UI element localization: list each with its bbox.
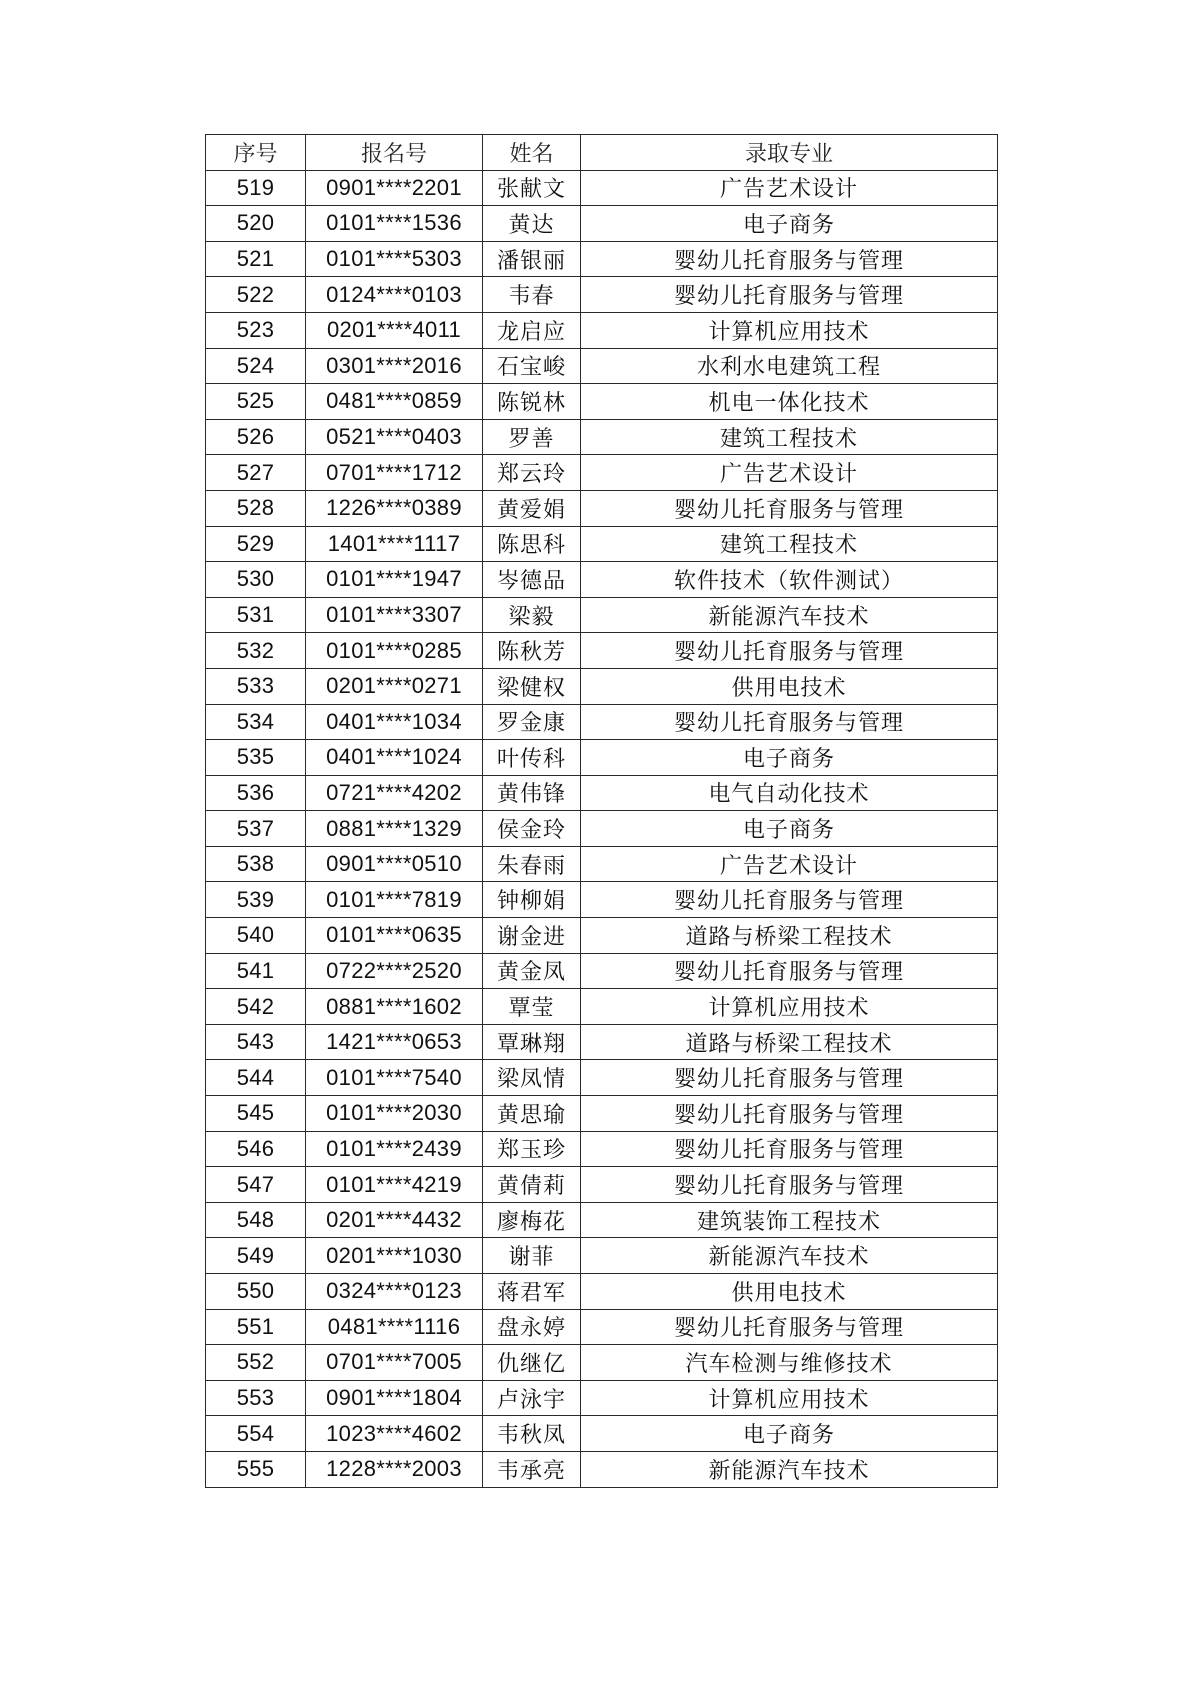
cell-seq: 532 xyxy=(206,633,306,669)
cell-name: 石宝峻 xyxy=(483,348,581,384)
cell-name: 仇继亿 xyxy=(483,1345,581,1381)
cell-admitted-major: 婴幼儿托育服务与管理 xyxy=(581,1096,998,1132)
cell-seq: 525 xyxy=(206,384,306,420)
cell-registration-number: 1421****0653 xyxy=(306,1024,483,1060)
cell-registration-number: 0201****4432 xyxy=(306,1202,483,1238)
cell-seq: 546 xyxy=(206,1131,306,1167)
cell-name: 韦秋凤 xyxy=(483,1416,581,1452)
cell-seq: 537 xyxy=(206,811,306,847)
cell-seq: 548 xyxy=(206,1202,306,1238)
cell-name: 韦春 xyxy=(483,277,581,313)
cell-registration-number: 0101****7540 xyxy=(306,1060,483,1096)
table-row xyxy=(206,740,998,776)
cell-name: 黄倩莉 xyxy=(483,1167,581,1203)
cell-admitted-major: 婴幼儿托育服务与管理 xyxy=(581,241,998,277)
table-row xyxy=(206,1096,998,1132)
cell-seq: 545 xyxy=(206,1096,306,1132)
table-row xyxy=(206,846,998,882)
cell-registration-number: 0101****7819 xyxy=(306,882,483,918)
cell-registration-number: 0124****0103 xyxy=(306,277,483,313)
cell-seq: 528 xyxy=(206,490,306,526)
cell-seq: 553 xyxy=(206,1380,306,1416)
table-row xyxy=(206,704,998,740)
cell-seq: 522 xyxy=(206,277,306,313)
table-row xyxy=(206,597,998,633)
table-row xyxy=(206,1060,998,1096)
cell-name: 盘永婷 xyxy=(483,1309,581,1345)
cell-registration-number: 0901****1804 xyxy=(306,1380,483,1416)
cell-admitted-major: 广告艺术设计 xyxy=(581,455,998,491)
cell-admitted-major: 电气自动化技术 xyxy=(581,775,998,811)
cell-name: 罗善 xyxy=(483,419,581,455)
cell-seq: 521 xyxy=(206,241,306,277)
cell-admitted-major: 建筑装饰工程技术 xyxy=(581,1202,998,1238)
table-row xyxy=(206,562,998,598)
cell-registration-number: 0901****2201 xyxy=(306,170,483,206)
table-row xyxy=(206,775,998,811)
cell-name: 郑云玲 xyxy=(483,455,581,491)
cell-registration-number: 1023****4602 xyxy=(306,1416,483,1452)
table-row xyxy=(206,1238,998,1274)
cell-seq: 550 xyxy=(206,1274,306,1310)
cell-name: 黄爱娟 xyxy=(483,490,581,526)
cell-admitted-major: 电子商务 xyxy=(581,811,998,847)
cell-admitted-major: 婴幼儿托育服务与管理 xyxy=(581,633,998,669)
cell-admitted-major: 婴幼儿托育服务与管理 xyxy=(581,1131,998,1167)
cell-name: 朱春雨 xyxy=(483,846,581,882)
cell-admitted-major: 电子商务 xyxy=(581,206,998,242)
table-row xyxy=(206,1309,998,1345)
cell-seq: 544 xyxy=(206,1060,306,1096)
cell-registration-number: 0101****2439 xyxy=(306,1131,483,1167)
cell-seq: 530 xyxy=(206,562,306,598)
table-row xyxy=(206,1416,998,1452)
table-row xyxy=(206,1024,998,1060)
cell-seq: 527 xyxy=(206,455,306,491)
table-row xyxy=(206,170,998,206)
cell-registration-number: 0101****1947 xyxy=(306,562,483,598)
cell-name: 龙启应 xyxy=(483,312,581,348)
cell-name: 黄思瑜 xyxy=(483,1096,581,1132)
cell-admitted-major: 婴幼儿托育服务与管理 xyxy=(581,1167,998,1203)
cell-registration-number: 0201****4011 xyxy=(306,312,483,348)
cell-admitted-major: 婴幼儿托育服务与管理 xyxy=(581,490,998,526)
cell-seq: 519 xyxy=(206,170,306,206)
table-row xyxy=(206,241,998,277)
table-row xyxy=(206,1380,998,1416)
table-row xyxy=(206,633,998,669)
cell-seq: 543 xyxy=(206,1024,306,1060)
cell-registration-number: 0521****0403 xyxy=(306,419,483,455)
table-row xyxy=(206,1202,998,1238)
cell-admitted-major: 新能源汽车技术 xyxy=(581,1238,998,1274)
cell-name: 郑玉珍 xyxy=(483,1131,581,1167)
cell-admitted-major: 水利水电建筑工程 xyxy=(581,348,998,384)
table-row xyxy=(206,668,998,704)
cell-admitted-major: 婴幼儿托育服务与管理 xyxy=(581,1309,998,1345)
cell-seq: 534 xyxy=(206,704,306,740)
cell-registration-number: 0881****1602 xyxy=(306,989,483,1025)
cell-admitted-major: 建筑工程技术 xyxy=(581,526,998,562)
table-row xyxy=(206,1167,998,1203)
cell-seq: 526 xyxy=(206,419,306,455)
table-row xyxy=(206,882,998,918)
cell-registration-number: 1226****0389 xyxy=(306,490,483,526)
cell-admitted-major: 婴幼儿托育服务与管理 xyxy=(581,704,998,740)
table-row xyxy=(206,1451,998,1487)
cell-seq: 540 xyxy=(206,918,306,954)
cell-registration-number: 1228****2003 xyxy=(306,1451,483,1487)
header-name: 姓名 xyxy=(483,135,581,171)
cell-seq: 539 xyxy=(206,882,306,918)
cell-registration-number: 0101****3307 xyxy=(306,597,483,633)
table-row xyxy=(206,277,998,313)
table-body xyxy=(206,170,998,1487)
cell-admitted-major: 婴幼儿托育服务与管理 xyxy=(581,1060,998,1096)
table-row xyxy=(206,918,998,954)
cell-registration-number: 0101****0285 xyxy=(306,633,483,669)
cell-name: 陈秋芳 xyxy=(483,633,581,669)
cell-registration-number: 0481****0859 xyxy=(306,384,483,420)
cell-seq: 529 xyxy=(206,526,306,562)
cell-admitted-major: 婴幼儿托育服务与管理 xyxy=(581,277,998,313)
cell-admitted-major: 供用电技术 xyxy=(581,1274,998,1310)
cell-admitted-major: 婴幼儿托育服务与管理 xyxy=(581,882,998,918)
cell-name: 梁凤情 xyxy=(483,1060,581,1096)
cell-admitted-major: 广告艺术设计 xyxy=(581,846,998,882)
table-row xyxy=(206,1345,998,1381)
cell-name: 潘银丽 xyxy=(483,241,581,277)
cell-seq: 555 xyxy=(206,1451,306,1487)
cell-name: 蒋君军 xyxy=(483,1274,581,1310)
cell-name: 梁健权 xyxy=(483,668,581,704)
cell-seq: 542 xyxy=(206,989,306,1025)
cell-admitted-major: 建筑工程技术 xyxy=(581,419,998,455)
cell-registration-number: 0481****1116 xyxy=(306,1309,483,1345)
cell-name: 黄达 xyxy=(483,206,581,242)
cell-admitted-major: 新能源汽车技术 xyxy=(581,1451,998,1487)
cell-registration-number: 0701****1712 xyxy=(306,455,483,491)
cell-registration-number: 0101****0635 xyxy=(306,918,483,954)
table-row xyxy=(206,1274,998,1310)
cell-admitted-major: 供用电技术 xyxy=(581,668,998,704)
cell-registration-number: 0324****0123 xyxy=(306,1274,483,1310)
cell-registration-number: 0101****2030 xyxy=(306,1096,483,1132)
cell-registration-number: 0721****4202 xyxy=(306,775,483,811)
cell-seq: 554 xyxy=(206,1416,306,1452)
cell-admitted-major: 计算机应用技术 xyxy=(581,1380,998,1416)
cell-name: 廖梅花 xyxy=(483,1202,581,1238)
cell-admitted-major: 广告艺术设计 xyxy=(581,170,998,206)
cell-seq: 551 xyxy=(206,1309,306,1345)
cell-seq: 552 xyxy=(206,1345,306,1381)
table-row xyxy=(206,1131,998,1167)
cell-seq: 533 xyxy=(206,668,306,704)
cell-admitted-major: 道路与桥梁工程技术 xyxy=(581,1024,998,1060)
cell-admitted-major: 电子商务 xyxy=(581,740,998,776)
table-row xyxy=(206,526,998,562)
cell-registration-number: 0101****4219 xyxy=(306,1167,483,1203)
admission-table xyxy=(205,134,998,1488)
cell-seq: 524 xyxy=(206,348,306,384)
cell-seq: 523 xyxy=(206,312,306,348)
table-row xyxy=(206,384,998,420)
cell-name: 黄金凤 xyxy=(483,953,581,989)
cell-seq: 531 xyxy=(206,597,306,633)
cell-registration-number: 0301****2016 xyxy=(306,348,483,384)
table-row xyxy=(206,455,998,491)
cell-registration-number: 0201****0271 xyxy=(306,668,483,704)
cell-name: 陈思科 xyxy=(483,526,581,562)
cell-registration-number: 0701****7005 xyxy=(306,1345,483,1381)
cell-seq: 520 xyxy=(206,206,306,242)
cell-admitted-major: 道路与桥梁工程技术 xyxy=(581,918,998,954)
cell-admitted-major: 汽车检测与维修技术 xyxy=(581,1345,998,1381)
cell-admitted-major: 电子商务 xyxy=(581,1416,998,1452)
table-header-row xyxy=(206,135,998,171)
header-admitted-major: 录取专业 xyxy=(581,135,998,171)
table-row xyxy=(206,348,998,384)
cell-name: 钟柳娟 xyxy=(483,882,581,918)
cell-registration-number: 0201****1030 xyxy=(306,1238,483,1274)
cell-admitted-major: 软件技术（软件测试） xyxy=(581,562,998,598)
cell-registration-number: 0901****0510 xyxy=(306,846,483,882)
table-row xyxy=(206,989,998,1025)
cell-seq: 535 xyxy=(206,740,306,776)
cell-name: 黄伟锋 xyxy=(483,775,581,811)
cell-name: 韦承亮 xyxy=(483,1451,581,1487)
cell-registration-number: 0881****1329 xyxy=(306,811,483,847)
cell-registration-number: 0722****2520 xyxy=(306,953,483,989)
cell-admitted-major: 婴幼儿托育服务与管理 xyxy=(581,953,998,989)
cell-name: 陈锐林 xyxy=(483,384,581,420)
table-row xyxy=(206,490,998,526)
table-row xyxy=(206,419,998,455)
header-seq: 序号 xyxy=(206,135,306,171)
cell-seq: 541 xyxy=(206,953,306,989)
cell-name: 覃莹 xyxy=(483,989,581,1025)
cell-admitted-major: 新能源汽车技术 xyxy=(581,597,998,633)
cell-seq: 547 xyxy=(206,1167,306,1203)
table-row xyxy=(206,206,998,242)
table-row xyxy=(206,811,998,847)
cell-name: 张献文 xyxy=(483,170,581,206)
cell-admitted-major: 计算机应用技术 xyxy=(581,989,998,1025)
cell-registration-number: 1401****1117 xyxy=(306,526,483,562)
table-row xyxy=(206,953,998,989)
cell-registration-number: 0101****1536 xyxy=(306,206,483,242)
cell-registration-number: 0401****1024 xyxy=(306,740,483,776)
header-registration-number: 报名号 xyxy=(306,135,483,171)
cell-registration-number: 0401****1034 xyxy=(306,704,483,740)
cell-name: 谢金进 xyxy=(483,918,581,954)
cell-admitted-major: 机电一体化技术 xyxy=(581,384,998,420)
cell-name: 罗金康 xyxy=(483,704,581,740)
cell-name: 覃琳翔 xyxy=(483,1024,581,1060)
cell-seq: 536 xyxy=(206,775,306,811)
cell-name: 叶传科 xyxy=(483,740,581,776)
cell-name: 侯金玲 xyxy=(483,811,581,847)
cell-name: 梁毅 xyxy=(483,597,581,633)
cell-registration-number: 0101****5303 xyxy=(306,241,483,277)
cell-name: 谢菲 xyxy=(483,1238,581,1274)
cell-name: 岑德品 xyxy=(483,562,581,598)
cell-admitted-major: 计算机应用技术 xyxy=(581,312,998,348)
table-row xyxy=(206,312,998,348)
cell-seq: 538 xyxy=(206,846,306,882)
cell-seq: 549 xyxy=(206,1238,306,1274)
cell-name: 卢泳宇 xyxy=(483,1380,581,1416)
